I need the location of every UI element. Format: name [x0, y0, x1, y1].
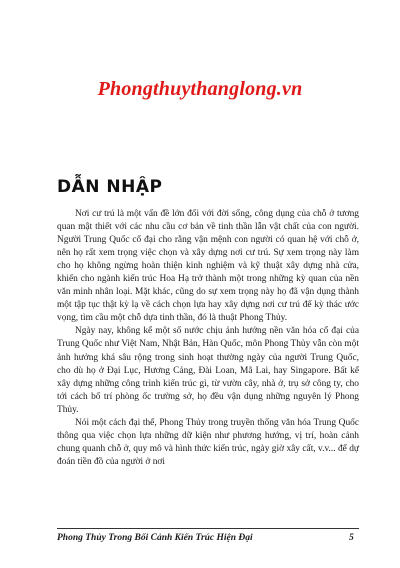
footer-divider: [57, 528, 359, 529]
paragraph: Nói một cách đại thể, Phong Thủy trong truyền thống văn hóa Trung Quốc thông qua việc chọn lựa những dữ kiện như phương hướng, vị trí, hoàn cảnh chung quanh chỗ ở, quy mô và hình thức kiến trúc, ngày giờ xây cất, v.v... để dự đoán tiền đồ của người ở nơi: [57, 417, 359, 467]
section-heading: DẪN NHẬP: [57, 177, 163, 197]
site-banner: Phongthuythanglong.vn: [97, 78, 303, 100]
body-text: [57, 208, 359, 469]
footer-book-title: Phong Thủy Trong Bối Cảnh Kiến Trúc Hiện Đại: [57, 533, 253, 543]
page-number: 5: [349, 533, 354, 543]
paragraph: Nơi cư trú là một vấn đề lớn đối với đời sống, công dụng của chỗ ở tương quan mật thiết với các nhu cầu cơ bản về tinh thần lẫn vật chất của con người. Người Trung Quốc cổ đại cho rằng vận mệnh con người có quan hệ với chỗ ở, nên họ rất xem trọng việc chọn và xây dựng nơi cư trú. Sự xem trọng này làm cho họ không ngừng hoàn thiện kinh nghiệm và kỹ thuật xây dựng nhà cửa, khiến cho ngành kiến trúc Hoa Hạ trở thành một trong những kỳ quan của nền văn minh nhân loại. Mặt khác, cũng do sự xem trọng này họ đã vận dụng thành một tập tục thật kỳ lạ về cách chọn lựa hay xây dựng nơi cư trú để kỳ thác ước vọng, tìm cầu một chỗ dựa tinh thần, đó là thuật Phong Thủy.: [57, 209, 359, 324]
paragraph: Ngày nay, không kể một số nước chịu ảnh hưởng nền văn hóa cổ đại của Trung Quốc như Việt Nam, Nhật Bản, Hàn Quốc, môn Phong Thủy vẫn còn một ảnh hưởng khá sâu rộng trong sinh hoạt thường ngày của người Trung Quốc, cho dù họ ở Đại Lục, Hương Cảng, Đài Loan, Mã Lai, hay Singapore. Bất kể xây dựng những công trình kiến trúc gì, từ vườn cây, nhà ở, trụ sở công ty, cho tới cách bố trí phòng ốc trường sở, họ đều vận dụng những nguyên lý Phong Thủy.: [57, 326, 359, 415]
